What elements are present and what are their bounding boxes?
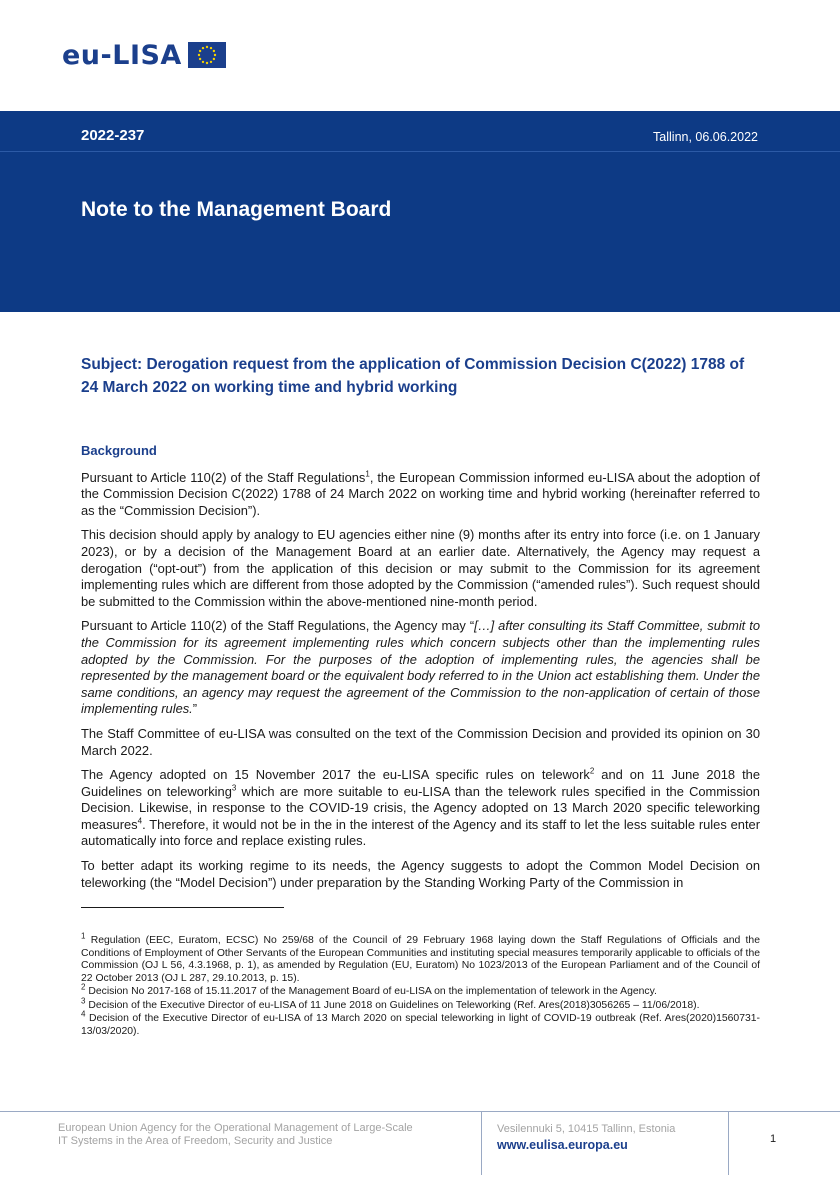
footer-separator [481,1111,482,1175]
p3-text-b: ” [192,701,198,717]
footnote-number: 3 [81,996,86,1006]
paragraph-5 [81,767,760,850]
footnote-ref-4: 4 [137,816,143,826]
paragraph-2: This decision should apply by analogy to EU agencies either nine (9) months after its entry into force (i.e. on 1 January 2023), or by a decision of the Management Board at an earlier date. Alternatively, the Agency may request a derogation (“opt-out”) from the application of this decision or may submit to the Commission for its agreement implementing rules which are different from those adopted by the Commission (“amended rules”). Such request should be submitted to the Commission within the above-mentioned nine-month period. [81,527,760,609]
p5-text-d: . Therefore, it would not be in the in the interest of the Agency and its staff to let the less suitable rules enter automatically into force and replace existing rules. [81,816,760,849]
footnote-ref-3: 3 [231,783,237,793]
footnote-ref-1: 1 [365,469,370,479]
document-reference: 2022-237 [81,127,145,144]
footer-address: Vesilennuki 5, 10415 Tallinn, Estonia [497,1123,676,1135]
footnote-separator [81,907,284,908]
website-link[interactable]: www.eulisa.europa.eu [497,1138,628,1152]
paragraph-4: The Staff Committee of eu-LISA was consulted on the text of the Commission Decision and provided its opinion on 30 March 2022. [81,725,760,758]
footnote [81,996,760,1013]
footnote-ref-2: 2 [589,766,595,776]
footnote [81,931,760,985]
paragraph-3 [81,618,760,718]
footnote-number: 2 [81,982,86,992]
footnote [81,1009,760,1038]
place-and-date: Tallinn, 06.06.2022 [653,130,758,144]
agency-line-2: IT Systems in the Area of Freedom, Security and Justice [58,1135,333,1147]
p1-text-a: Pursuant to Article 110(2) of the Staff Regulations [81,469,366,485]
p5-text-a: The Agency adopted on 15 November 2017 the eu-LISA specific rules on telework [81,767,590,783]
paragraph-6: To better adapt its working regime to its needs, the Agency suggests to adopt the Common Model Decision on teleworking (the “Model Decision”) under preparation by the Standing Working Party of the Commission in [81,858,760,890]
section-heading: Background [81,443,157,458]
footnote-number: 1 [81,931,86,941]
p5-text-c: which are more suitable to eu-LISA than the telework rules specified in the Commission Decision. Likewise, in response to the COVID-19 crisis, the Agency adopted on 13 March 2020 specific teleworking measures [81,783,760,832]
p3-quotation: […] after consulting its Staff Committee, submit to the Commission for its agreement implementing rules which concern subjects other than the implementing rules adopted by the Commission. For the purposes of the adoption of implementing rules, the agencies shall be represented by the management board or the equivalent body referred to in the Union act establishing them. Under the same conditions, an agency may request the agreement of the Commission to the non-application of certain of those implementing rules. [81,618,761,717]
header-divider [0,151,840,152]
eu-lisa-logo [62,40,226,70]
page-number: 1 [770,1133,777,1145]
footer-separator [728,1111,729,1175]
footnote-text: Decision No 2017-168 of 15.11.2017 of the Management Board of eu-LISA on the implementation of telework in the Agency. [85,986,657,997]
footnote-number: 4 [81,1009,86,1019]
footer-contact [497,1122,675,1152]
subject-line: Subject: Derogation request from the application of Commission Decision C(2022) 1788 of 24 March 2022 on working time and hybrid working [81,356,745,396]
agency-line-1: European Union Agency for the Operational Management of Large-Scale [58,1122,413,1134]
footnotes [81,931,760,1039]
footer-agency-name [58,1122,413,1148]
logo-wordmark: eu-LISA [62,39,182,71]
document-body [81,443,760,899]
paragraph-1 [81,470,760,520]
p3-text-a: Pursuant to Article 110(2) of the Staff Regulations, the Agency may “ [81,618,475,634]
p5-text-b: and on 11 June 2018 the Guidelines on teleworking [81,767,761,799]
footnote-text: Decision of the Executive Director of eu-LISA of 11 June 2018 on Guidelines on Teleworking (Ref. Ares(2018)3056265 – 11/06/2018). [85,999,700,1011]
footnote-text: Decision of the Executive Director of eu-LISA of 13 March 2020 on special teleworking in light of COVID-19 outbreak (Ref. Ares(2020)1560731-13/03/2020). [81,1013,760,1037]
footnote-text: Regulation (EEC, Euratom, ECSC) No 259/68 of the Council of 29 February 1968 laying down the Staff Regulations of Officials and the Conditions of Employment of Other Servants of the European Communities and instituting special measures temporarily applicable to officials of the Commission (OJ L 56, 4.3.1968, p. 1), as amended by Regulation (EU, Euratom) No 1023/2013 of the European Parliament and of the Council of 22 October 2013 (OJ L 287, 29.10.2013, p. 15). [81,935,760,984]
p1-text-b: , the European Commission informed eu-LISA about the adoption of the Commission Decision C(2022) 1788 of 24 March 2022 on working time and hybrid working (hereinafter referred to as the “Commission Decision”). [81,469,760,518]
document-title: Note to the Management Board [81,198,392,221]
footer-divider [0,1111,840,1112]
eu-flag-icon [188,42,226,68]
footnote [81,982,760,999]
